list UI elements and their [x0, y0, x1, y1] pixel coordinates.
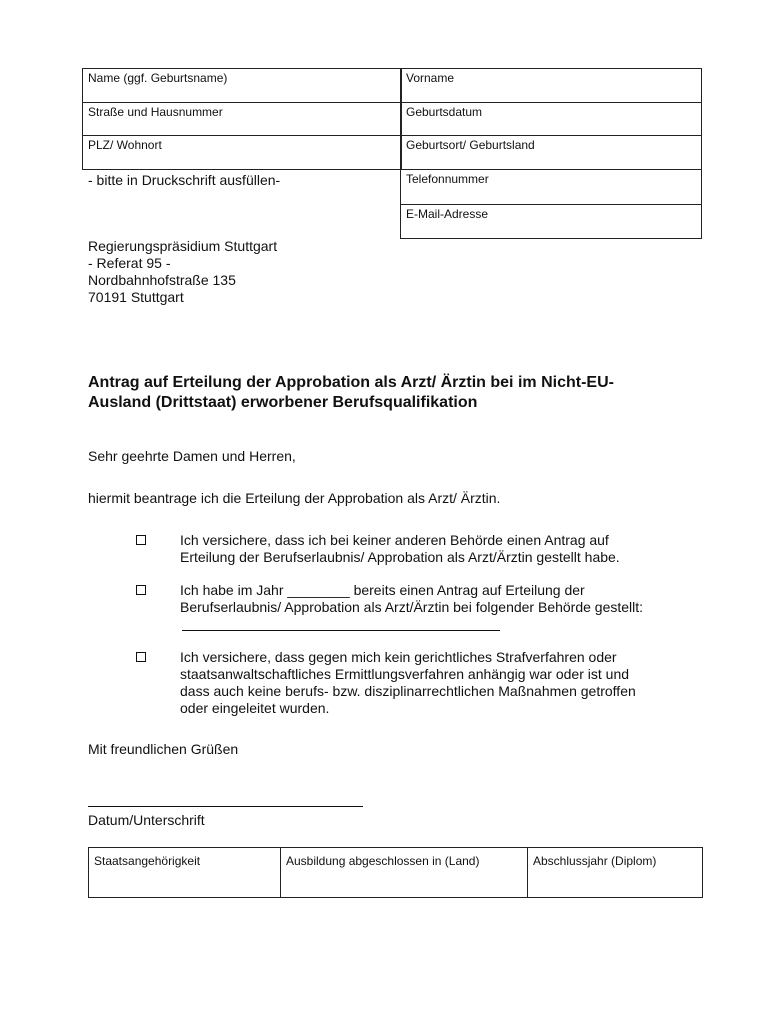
firstname-field[interactable]: [400, 68, 702, 103]
recipient-address: [88, 238, 277, 306]
declaration-line: Erteilung der Berufserlaubnis/ Approbation als Arzt/Ärztin gestellt habe.: [180, 549, 620, 565]
training-country-field[interactable]: [280, 847, 528, 898]
declaration-2-text: [180, 582, 643, 616]
nationality-label: Staatsangehörigkeit: [94, 854, 201, 868]
phone-label: Telefonnummer: [406, 172, 489, 186]
declaration-2-checkbox[interactable]: [136, 585, 146, 595]
name-field[interactable]: [82, 68, 402, 103]
firstname-label: Vorname: [406, 71, 455, 85]
graduation-year-field[interactable]: [527, 847, 703, 898]
declaration-line: Berufserlaubnis/ Approbation als Arzt/Ärztin bei folgender Behörde gestellt:: [180, 599, 644, 615]
email-field[interactable]: [400, 204, 702, 239]
declaration-line: Ich versichere, dass ich bei keiner anderen Behörde einen Antrag auf: [180, 532, 609, 548]
authority-blank-line[interactable]: [182, 630, 500, 631]
declaration-3-text: [180, 649, 636, 717]
declaration-line: Ich habe im Jahr ________ bereits einen Antrag auf Erteilung der: [180, 582, 585, 598]
signature-line[interactable]: [88, 806, 363, 807]
subject-line: Antrag auf Erteilung der Approbation als Arzt/ Ärztin bei im Nicht-EU-: [88, 374, 614, 391]
signature-label: Datum/Unterschrift: [88, 812, 205, 828]
training-country-label: Ausbildung abgeschlossen in (Land): [286, 854, 480, 868]
address-line: Regierungspräsidium Stuttgart: [88, 238, 278, 254]
city-field[interactable]: [82, 135, 402, 170]
address-line: Nordbahnhofstraße 135: [88, 272, 236, 288]
salutation: Sehr geehrte Damen und Herren,: [88, 448, 296, 464]
birthplace-label: Geburtsort/ Geburtsland: [406, 138, 535, 152]
phone-field[interactable]: [400, 169, 702, 205]
email-label: E-Mail-Adresse: [406, 207, 489, 221]
birthplace-field[interactable]: [400, 135, 702, 170]
name-label: Name (ggf. Geburtsname): [88, 71, 228, 85]
nationality-field[interactable]: [88, 847, 281, 898]
subject-line: Ausland (Drittstaat) erworbener Berufsqualifikation: [88, 394, 478, 411]
print-note: - bitte in Druckschrift ausfüllen-: [88, 172, 281, 188]
closing: Mit freundlichen Grüßen: [88, 741, 239, 757]
street-label: Straße und Hausnummer: [88, 105, 223, 119]
graduation-year-label: Abschlussjahr (Diplom): [533, 854, 657, 868]
declaration-line: staatsanwaltschaftliches Ermittlungsverfahren anhängig war oder ist und: [180, 666, 630, 682]
birthdate-field[interactable]: [400, 102, 702, 136]
intro-text: hiermit beantrage ich die Erteilung der Approbation als Arzt/ Ärztin.: [88, 490, 501, 506]
address-line: - Referat 95 -: [88, 255, 171, 271]
address-line: 70191 Stuttgart: [88, 289, 184, 305]
declaration-line: oder eingeleitet wurden.: [180, 700, 330, 716]
city-label: PLZ/ Wohnort: [88, 138, 162, 152]
subject-heading: [88, 373, 614, 413]
declaration-1-checkbox[interactable]: [136, 535, 146, 545]
street-field[interactable]: [82, 102, 402, 136]
declaration-3-checkbox[interactable]: [136, 652, 146, 662]
declaration-1-text: [180, 532, 620, 566]
birthdate-label: Geburtsdatum: [406, 105, 483, 119]
declaration-line: Ich versichere, dass gegen mich kein gerichtliches Strafverfahren oder: [180, 649, 617, 665]
declaration-line: dass auch keine berufs- bzw. disziplinarrechtlichen Maßnahmen getroffen: [180, 683, 636, 699]
